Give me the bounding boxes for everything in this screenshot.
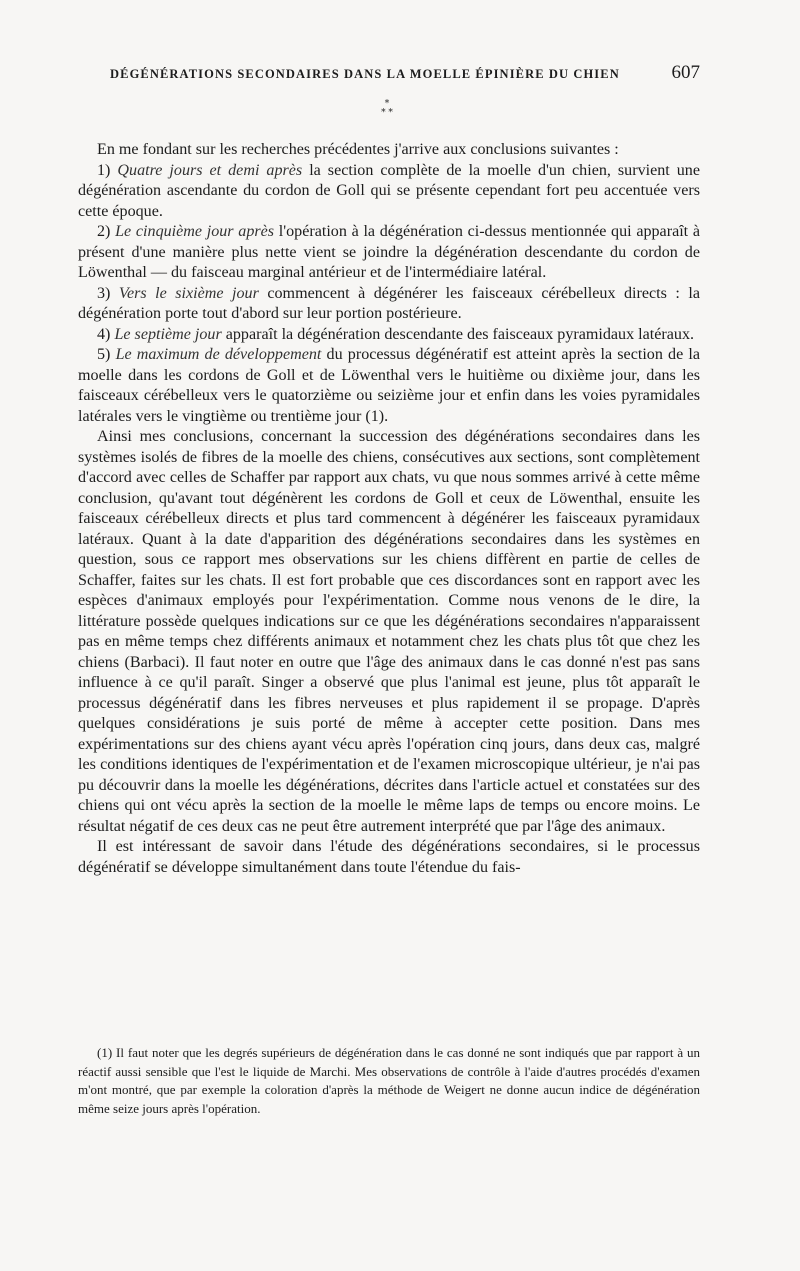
footnotes (78, 1044, 700, 1118)
paragraph-text: apparaît la dégénération descendante des faisceaux pyramidaux latéraux. (221, 325, 695, 343)
paragraph-emphasis: Le septième jour (114, 325, 222, 343)
paragraph (78, 284, 700, 325)
paragraph-number: 4) (97, 325, 115, 343)
paragraph-emphasis: Vers le sixième jour (118, 284, 259, 302)
page-number: 607 (671, 62, 700, 83)
paragraph-text: l'opération à la dégénération ci-dessus mentionnée qui apparaît à présent d'une manière plus nette vient se joindre la dégénération descendante du cordon de Löwenthal — du faisceau marginal antérieur et de l'intermédiaire latéral. (78, 223, 700, 281)
paragraph-number: 5) (97, 346, 116, 363)
paragraph (78, 140, 700, 161)
paragraph (78, 325, 700, 346)
paragraph-emphasis: Le cinquième jour après (115, 223, 275, 240)
paragraph-text: Il est intéressant de savoir dans l'étude des dégénérations secondaires, si le processus dégénératif se développe simultanément dans toute l'étendue du fais- (78, 838, 700, 876)
paragraph-text: la section complète de la moelle d'un chien, survient une dégénération ascendante du cordon de Goll qui se présente cependant fort peu accentuée vers cette époque. (78, 161, 700, 220)
paragraph-text: du processus dégénératif est atteint après la section de la moelle dans les cordons de Goll et de Löwenthal vers le huitième ou dixième jour, dans les faisceaux cérébelleux vers le quatorzième ou seizième jour et enfin dans les voies pyramidales latérales vers le vingtième ou trentième jour (1). (78, 346, 700, 425)
paragraph (78, 837, 700, 878)
paragraph-emphasis: Quatre jours et demi après (117, 161, 303, 179)
paragraph (78, 222, 700, 284)
asterism-top: * (384, 99, 390, 109)
running-title: DÉGÉNÉRATIONS SECONDAIRES DANS LA MOELLE ÉPINIÈRE DU CHIEN (110, 67, 620, 81)
paragraph-emphasis: Le maximum de développement (115, 346, 322, 363)
body-text (78, 140, 700, 878)
asterism-bottom: * * (381, 108, 393, 118)
paragraph-text: commencent à dégénérer les faisceaux cérébelleux directs : la dégénération porte tout d'abord sur leur portion postérieure. (78, 284, 700, 322)
paragraph-text: Ainsi mes conclusions, concernant la succession des dégénérations secondaires dans les systèmes isolés de fibres de la moelle des chiens, consécutives aux sections, sont complètement d'accord avec celles de Schaffer par rapport aux chats, vu que nous sommes arrivé à cette même conclusion, qu'avant tout dégénèrent les cordons de Goll et ceux de Löwenthal, ensuite les faisceaux cérébelleux directs et plus tard commencent à dégénérer les faisceaux pyramidaux latéraux. Quant à la date d'apparition des dégénérations secondaires dans les systèmes en question, sous ce rapport mes observations sur les chiens diffèrent en partie de celles de Schaffer, faites sur les chats. Il est fort probable que ces discordances sont en rapport avec les espèces d'animaux employés pour l'expérimentation. Comme nous venons de le dire, la littérature possède quelques indications sur ce que les dégénérations secondaires n'apparaissent pas en même temps chez différents animaux et notamment chez les chats plus tôt que chez les chiens (Barbaci). Il faut noter en outre que l'âge des animaux dans le cas donné n'est pas sans influence à ce qu'il paraît. Singer a observé que plus l'animal est jeune, plus tôt apparaît le processus dégénératif dans les fibres nerveuses et plus rapidement il se propage. D'après quelques considérations je suis porté de même à accepter cette position. Dans mes expérimentations sur des chiens ayant vécu après l'opération cinq jours, dans deux cas, malgré les conditions identiques de l'expérimentation et de l'examen microscopique ultérieur, je n'ai pas pu découvrir dans la moelle les dégénérations, décrites dans l'article actuel et constatées sur des chiens qui ont vécu après la section de la moelle le même laps de temps ou encore moins. Le résultat négatif de ces deux cas ne peut être autrement interprété que par l'âge des animaux. (78, 428, 700, 835)
asterism-divider (372, 100, 402, 124)
page-header (110, 62, 700, 84)
footnote: (1) Il faut noter que les degrés supérieurs de dégénération dans le cas donné ne sont indiqués que par rapport à un réactif aussi sensible que l'est le liquide de Marchi. Mes observations de contrôle à l'aide d'autres procédés d'examen m'ont montré, que par exemple la coloration d'après la méthode de Weigert ne donne aucun indice de dégénération même seize jours après l'opération. (78, 1045, 700, 1116)
paragraph (78, 427, 700, 837)
paragraph-number: 2) (97, 223, 116, 240)
paragraph (78, 345, 700, 427)
paragraph-number: 3) (97, 284, 119, 302)
paragraph-text: En me fondant sur les recherches précédentes j'arrive aux conclusions suivantes : (97, 141, 619, 158)
paragraph (78, 161, 700, 223)
paragraph-number: 1) (97, 161, 118, 179)
